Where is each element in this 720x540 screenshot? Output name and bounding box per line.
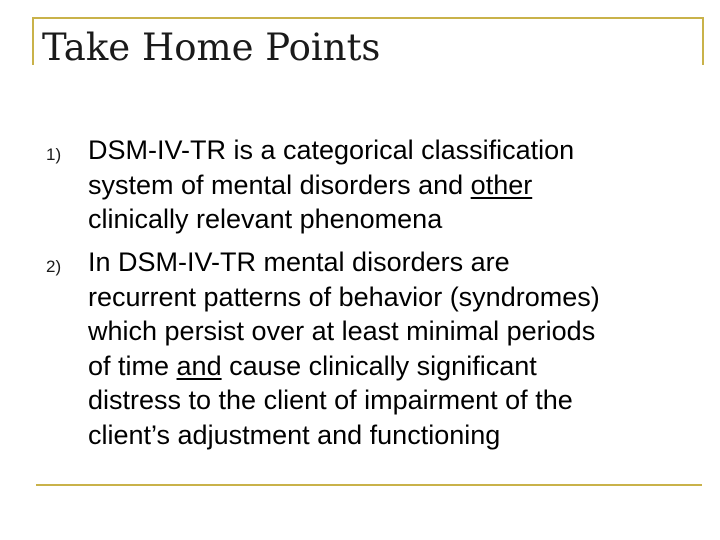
text-line [88, 168, 683, 203]
underlined-word: other [470, 169, 533, 200]
text-span: of time [88, 350, 177, 381]
text-line [88, 349, 683, 384]
frame-left-tick [32, 17, 34, 65]
slide-title: Take Home Points [42, 26, 381, 69]
list-item-text [88, 245, 683, 452]
frame-right-tick [702, 17, 704, 65]
text-line: In DSM-IV-TR mental disorders are [88, 247, 510, 277]
frame-bottom-rule [36, 484, 702, 486]
frame-top-rule [32, 17, 704, 19]
list-item-number: 1) [46, 145, 62, 164]
text-line: DSM-IV-TR is a categorical classification [88, 135, 575, 165]
list-item-text [88, 133, 683, 237]
text-line: client’s adjustment and functioning [88, 419, 501, 450]
text-line: recurrent patterns of behavior (syndromes) [88, 281, 600, 312]
underlined-word: and [176, 350, 222, 381]
text-line: distress to the client of impairment of the [88, 385, 573, 415]
list-item-number: 2) [46, 257, 62, 276]
text-span: cause clinically significant [221, 350, 537, 381]
text-span: system of mental disorders and [88, 169, 471, 200]
text-line: which persist over at least minimal periods [88, 316, 596, 346]
text-line: clinically relevant phenomena [88, 204, 443, 234]
